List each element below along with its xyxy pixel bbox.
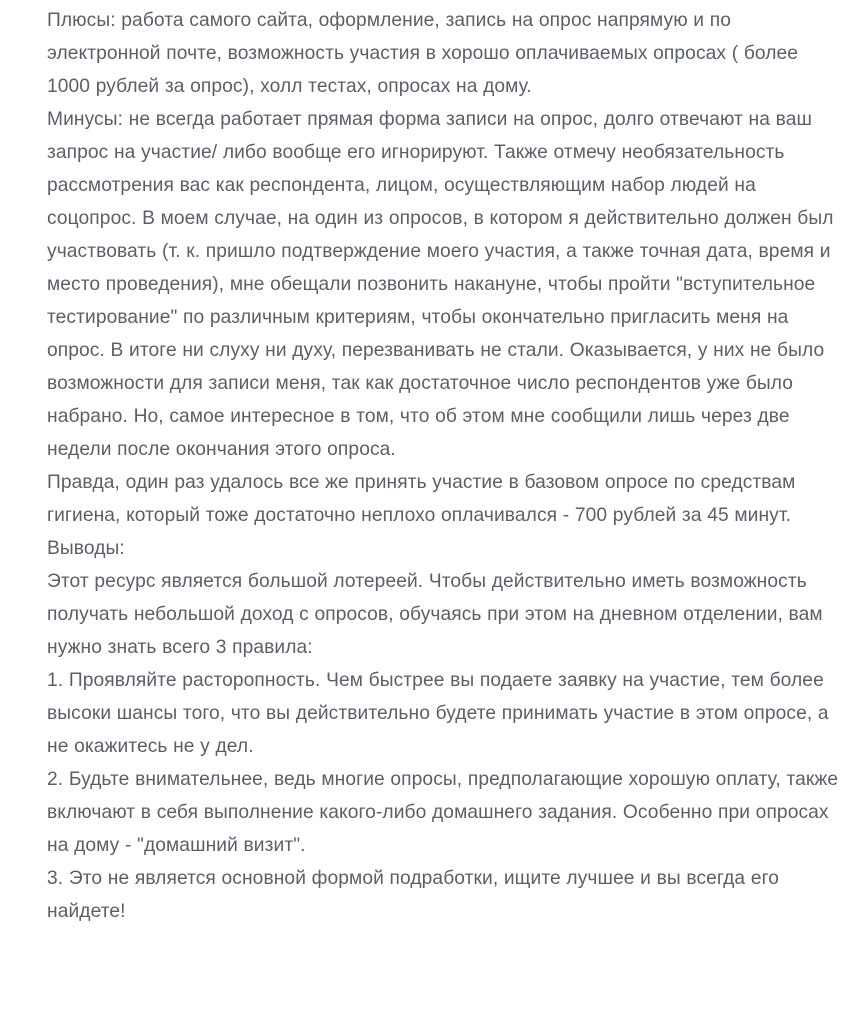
- review-conclusions-heading: Выводы:: [47, 538, 125, 559]
- review-paragraph-positive-experience: Правда, один раз удалось все же принять участие в базовом опросе по средствам гигиена, который тоже достаточно неплохо оплачивался - 700 рублей за 45 минут.: [47, 472, 796, 526]
- review-conclusions-intro: Этот ресурс является большой лотереей. Чтобы действительно иметь возможность получать небольшой доход с опросов, обучаясь при этом на дневном отделении, вам нужно знать всего 3 правила:: [47, 571, 823, 658]
- review-paragraph-pros: Плюсы: работа самого сайта, оформление, запись на опрос напрямую и по электронной почте, возможность участия в хорошо оплачиваемых опросах ( более 1000 рублей за опрос), холл тестах, опросах на дому.: [47, 10, 799, 97]
- review-rule-2: 2. Будьте внимательнее, ведь многие опросы, предполагающие хорошую оплату, также включают в себя выполнение какого-либо домашнего задания. Особенно при опросах на дому - "домашний визит".: [47, 769, 839, 856]
- review-rule-1: 1. Проявляйте расторопность. Чем быстрее вы подаете заявку на участие, тем более высоки шансы того, что вы действительно будете принимать участие в этом опросе, а не окажитесь не у дел.: [47, 670, 829, 757]
- review-paragraph-cons: Минусы: не всегда работает прямая форма записи на опрос, долго отвечают на ваш запрос на участие/ либо вообще его игнорируют. Также отмечу необязательность рассмотрения вас как респондента, лицом, осуществляющим набор людей на соцопрос. В моем случае, на один из опросов, в котором я действительно должен был участвовать (т. к. пришло подтверждение моего участия, а также точная дата, время и место проведения), мне обещали позвонить накануне, чтобы пройти "вступительное тестирование" по различным критериям, чтобы окончательно пригласить меня на опрос. В итоге ни слуху ни духу, перезванивать не стали. Оказывается, у них не было возможности для записи меня, так как достаточное число респондентов уже было набрано. Но, самое интересное в том, что об этом мне сообщили лишь через две недели после окончания этого опроса.: [47, 109, 834, 460]
- review-rule-3: 3. Это не является основной формой подработки, ищите лучшее и вы всегда его найдете!: [47, 868, 780, 922]
